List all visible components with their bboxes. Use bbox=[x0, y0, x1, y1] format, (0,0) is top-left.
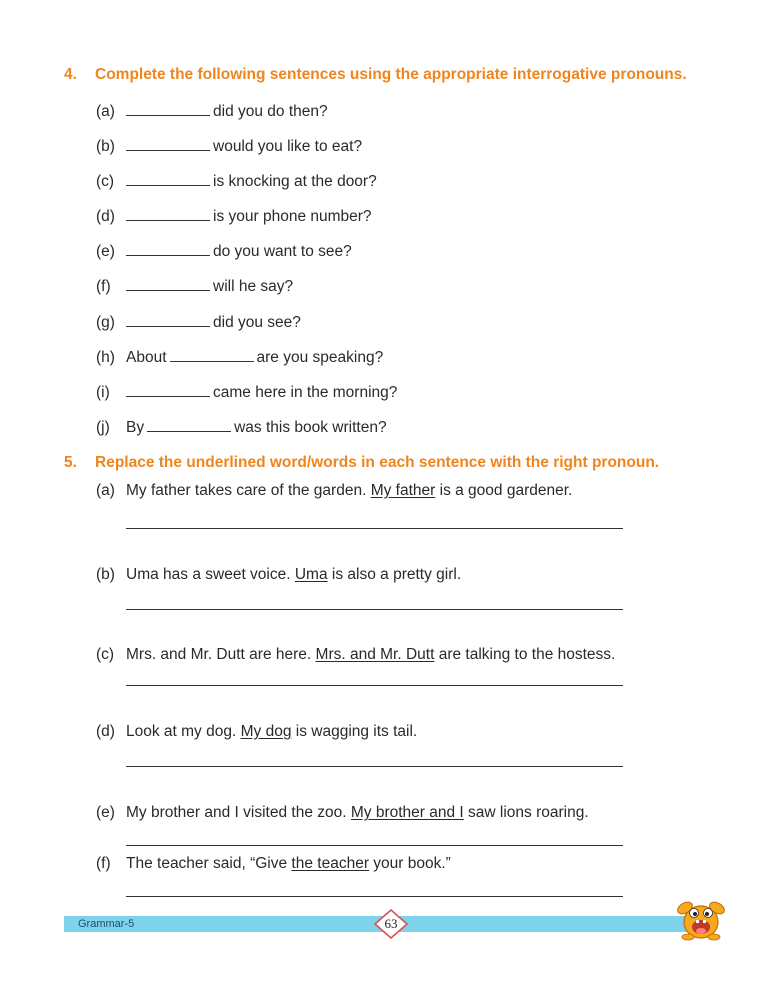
question-5-heading bbox=[64, 454, 659, 472]
item-label: (b) bbox=[96, 138, 115, 155]
sentence-end: are talking to the hostess. bbox=[438, 646, 616, 663]
sentence-end: is a good gardener. bbox=[439, 482, 573, 499]
q5-item-f bbox=[96, 855, 451, 873]
item-label: (a) bbox=[96, 482, 115, 499]
underlined-words: Mrs. and Mr. Dutt bbox=[315, 646, 435, 663]
answer-blank[interactable] bbox=[170, 347, 254, 362]
item-label: (h) bbox=[96, 349, 115, 366]
item-label: (e) bbox=[96, 243, 115, 260]
answer-blank[interactable] bbox=[126, 312, 210, 327]
q5-item-d bbox=[96, 723, 417, 741]
answer-line[interactable] bbox=[126, 609, 623, 610]
book-title: Grammar-5 bbox=[78, 918, 135, 930]
sentence-start: Mrs. and Mr. Dutt are here. bbox=[126, 646, 312, 663]
question-title: Complete the following sentences using the appropriate interrogative pronouns. bbox=[95, 66, 687, 83]
item-label: (a) bbox=[96, 103, 115, 120]
q4-item-h bbox=[96, 347, 383, 367]
item-text: came here in the morning? bbox=[213, 384, 398, 401]
item-text: will he say? bbox=[213, 278, 294, 295]
answer-blank[interactable] bbox=[126, 382, 210, 397]
answer-line[interactable] bbox=[126, 528, 623, 529]
item-text: is knocking at the door? bbox=[213, 173, 377, 190]
answer-line[interactable] bbox=[126, 896, 623, 897]
item-label: (i) bbox=[96, 384, 110, 401]
underlined-words: the teacher bbox=[291, 855, 369, 872]
answer-line[interactable] bbox=[126, 685, 623, 686]
answer-blank[interactable] bbox=[126, 241, 210, 256]
q4-item-e bbox=[96, 241, 352, 261]
answer-line[interactable] bbox=[126, 766, 623, 767]
item-label: (d) bbox=[96, 208, 115, 225]
item-label: (b) bbox=[96, 566, 115, 583]
q4-item-j bbox=[96, 417, 387, 437]
q4-item-i bbox=[96, 382, 397, 402]
item-prefix: About bbox=[126, 349, 167, 366]
item-label: (f) bbox=[96, 855, 111, 872]
q5-item-c bbox=[96, 646, 615, 664]
item-label: (c) bbox=[96, 173, 115, 190]
question-4-heading bbox=[64, 66, 687, 84]
item-label: (e) bbox=[96, 804, 115, 821]
q4-item-b bbox=[96, 136, 362, 156]
dog-mascot-icon bbox=[676, 896, 726, 942]
answer-blank[interactable] bbox=[126, 136, 210, 151]
q4-item-c bbox=[96, 171, 377, 191]
q5-item-a bbox=[96, 482, 572, 500]
item-label: (f) bbox=[96, 278, 111, 295]
item-label: (g) bbox=[96, 314, 115, 331]
item-label: (j) bbox=[96, 419, 110, 436]
underlined-words: Uma bbox=[294, 566, 328, 583]
question-title: Replace the underlined word/words in each sentence with the right pronoun. bbox=[95, 454, 660, 471]
answer-blank[interactable] bbox=[126, 206, 210, 221]
underlined-words: My dog bbox=[240, 723, 292, 740]
item-text: is your phone number? bbox=[213, 208, 372, 225]
sentence-start: My brother and I visited the zoo. bbox=[126, 804, 347, 821]
question-number: 4. bbox=[64, 66, 77, 83]
sentence-end: is also a pretty girl. bbox=[331, 566, 462, 583]
item-text: did you do then? bbox=[213, 103, 328, 120]
answer-blank[interactable] bbox=[126, 276, 210, 291]
sentence-end: your book.” bbox=[373, 855, 451, 872]
q4-item-a bbox=[96, 101, 328, 121]
sentence-end: is wagging its tail. bbox=[295, 723, 418, 740]
page-number: 63 bbox=[384, 916, 398, 931]
underlined-words: My father bbox=[370, 482, 436, 499]
sentence-end: saw lions roaring. bbox=[468, 804, 589, 821]
sentence-start: The teacher said, “Give bbox=[126, 855, 288, 872]
sentence-start: My father takes care of the garden. bbox=[126, 482, 367, 499]
item-text: was this book written? bbox=[234, 419, 387, 436]
item-text: would you like to eat? bbox=[213, 138, 363, 155]
q5-item-e bbox=[96, 804, 589, 822]
item-text: do you want to see? bbox=[213, 243, 352, 260]
q4-item-d bbox=[96, 206, 372, 226]
item-label: (d) bbox=[96, 723, 115, 740]
item-prefix: By bbox=[126, 419, 145, 436]
answer-line[interactable] bbox=[126, 845, 623, 846]
underlined-words: My brother and I bbox=[350, 804, 464, 821]
q5-item-b bbox=[96, 566, 461, 584]
question-number: 5. bbox=[64, 454, 77, 471]
item-text: did you see? bbox=[213, 314, 301, 331]
sentence-start: Uma has a sweet voice. bbox=[126, 566, 291, 583]
answer-blank[interactable] bbox=[126, 101, 210, 116]
item-label: (c) bbox=[96, 646, 115, 663]
q4-item-f bbox=[96, 276, 293, 296]
item-text: are you speaking? bbox=[256, 349, 384, 366]
answer-blank[interactable] bbox=[147, 417, 231, 432]
sentence-start: Look at my dog. bbox=[126, 723, 237, 740]
q4-item-g bbox=[96, 312, 301, 332]
answer-blank[interactable] bbox=[126, 171, 210, 186]
